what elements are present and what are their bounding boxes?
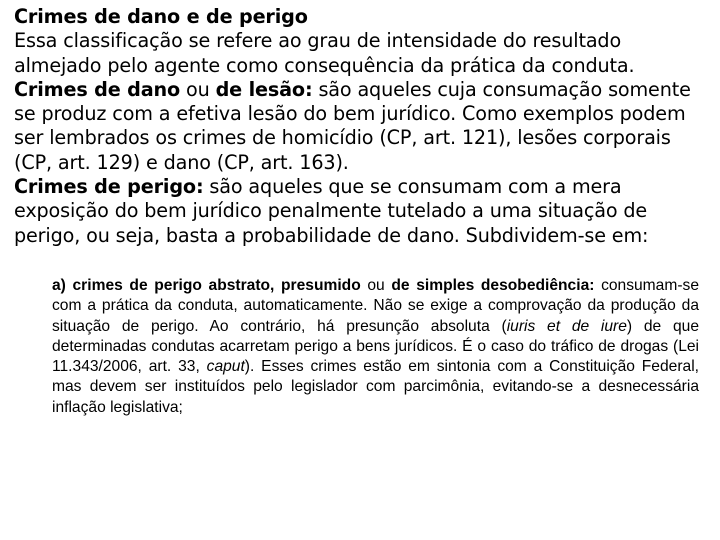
perigo-definition: são aqueles que se consumam com a mera exposição do bem jurídico penalmente tutelado a uma situação de perigo, ou seja, basta a probabilidade de dano. Subdividem-se em:	[14, 175, 649, 247]
lesao-term: de lesão:	[215, 77, 313, 101]
item-a-or: ou	[360, 277, 392, 294]
dano-term: Crimes de dano	[14, 77, 181, 101]
perigo-term: Crimes de perigo:	[14, 175, 204, 199]
dano-definition: são aqueles cuja consumação somente se produz com a efetiva lesão do bem jurídico. Como exemplos podem ser lembrados os crimes de homicídio (CP, art. 121), lesões corporais (CP, art. 129) e dano (CP, art. 163).	[14, 77, 691, 174]
item-a-marker: a)	[52, 277, 66, 294]
item-a-paragraph	[52, 276, 699, 418]
item-a-text2: ) de que determinadas condutas acarretam perigo a bens jurídicos. É o caso do tráfico de drogas (Lei 11.343/2006, art. 33,	[52, 317, 699, 376]
item-a-caput: caput	[206, 358, 245, 376]
item-a-text1: consumam-se com a prática da conduta, automaticamente. Não se exige a comprovação da produção da situação de perigo. Ao contrário, há presunção absoluta (	[52, 277, 699, 335]
slide-title	[14, 5, 708, 29]
item-a-term2: de simples desobediência:	[391, 277, 595, 294]
perigo-paragraph	[14, 175, 708, 248]
item-a-term1: crimes de perigo abstrato, presumido	[65, 277, 361, 294]
item-a-latin: iuris et de iure	[506, 317, 627, 335]
dano-paragraph	[14, 78, 708, 175]
title-text: Crimes de dano e de perigo	[14, 5, 308, 28]
item-a-text3: ). Esses crimes estão em sintonia com a Constituição Federal, mas devem ser instituídos pelo legislador com parcimônia, evitando-se a desnecessária inflação legislativa;	[52, 358, 699, 416]
intro-paragraph: Essa classificação se refere ao grau de intensidade do resultado almejado pelo agente como consequência da prática da conduta.	[14, 29, 635, 77]
sub-item-a	[52, 276, 699, 418]
dano-connector: ou	[180, 77, 216, 101]
main-text	[14, 5, 708, 248]
